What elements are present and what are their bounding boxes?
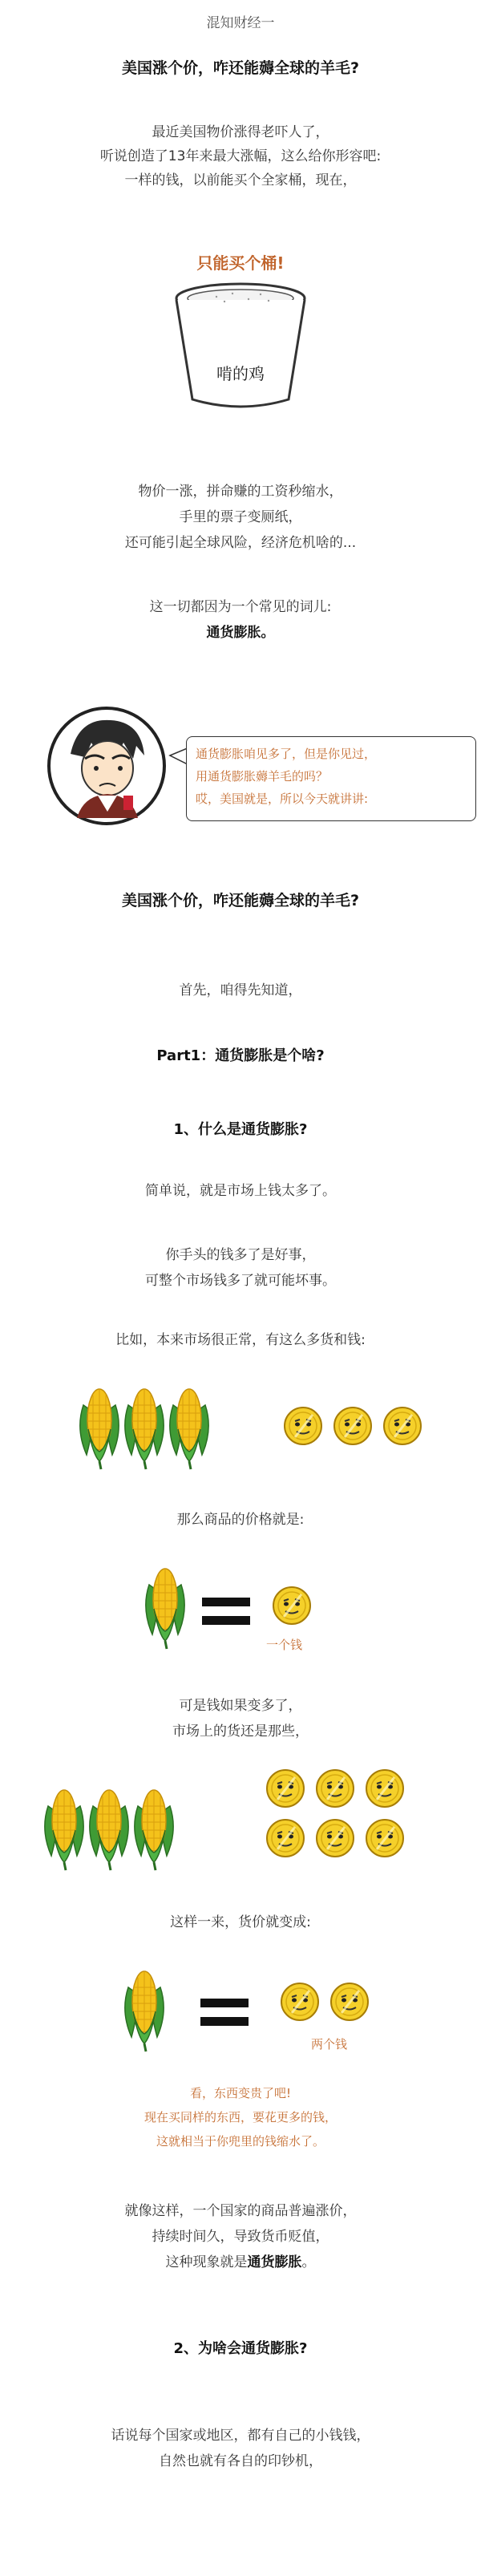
para3-line-1: 这一切都因为一个常见的词儿: (149, 599, 332, 615)
summary-term: 通货膨胀 (247, 2254, 302, 2270)
q1-line-3: 可整个市场钱多了就可能坏事。 (145, 1273, 336, 1289)
q1-line-1: 简单说，就是市场上钱太多了。 (145, 1183, 336, 1199)
coin-pair (281, 1983, 377, 2024)
corn-icon (45, 1790, 83, 1870)
coin-label-1: 一个钱 (266, 1638, 303, 1652)
q1-line-2: 你手头的钱多了是好事， (165, 1247, 316, 1263)
corn-group-3 (77, 1381, 253, 1477)
para2-line-3: 还可能引起全球风险，经济危机啥的... (124, 535, 357, 551)
coin-group-6 (266, 1769, 426, 1873)
corn-icon (135, 1790, 173, 1870)
coin-group-3 (284, 1407, 444, 1455)
para2-line-2: 手里的票子变厕纸， (179, 509, 302, 525)
q1-line-5: 那么商品的价格就是: (176, 1512, 305, 1528)
corn-icon (122, 1963, 170, 2060)
q2-line-1: 话说每个国家或地区，都有自己的小钱钱， (111, 2428, 370, 2444)
corn-icon (125, 1389, 164, 1469)
q1-line-6: 可是钱如果变多了， (179, 1698, 302, 1714)
avatar (46, 706, 167, 826)
intro-line-1: 最近美国物价涨得老吓人了， (152, 124, 329, 140)
bubble-line-2: 用通货膨胀薅羊毛的吗？ (196, 769, 329, 784)
coin-icon (317, 1770, 354, 1807)
coin-icon (334, 1407, 371, 1444)
part1-heading: Part1：通货膨胀是个啥? (156, 1047, 325, 1064)
q2-heading: 2、为啥会通货膨胀? (173, 2340, 308, 2357)
coin-icon (267, 1770, 304, 1807)
intro-line-3: 一样的钱，以前能买个全家桶，现在， (124, 172, 357, 188)
note-line-3: 这就相当于你兜里的钱缩水了。 (156, 2134, 325, 2149)
coin-icon (267, 1820, 304, 1857)
corn-icon (143, 1561, 191, 1657)
section-title: 美国涨个价，咋还能薅全球的羊毛? (121, 892, 360, 909)
intro-line-2: 听说创造了13年来最大涨幅，这么给你形容吧: (99, 148, 382, 164)
note-line-1: 看，东西变贵了吧! (189, 2086, 291, 2100)
page-title: 美国涨个价，咋还能薅全球的羊毛? (121, 59, 360, 77)
equals-icon (202, 1596, 253, 1628)
coin-icon (281, 1983, 318, 2020)
q1-heading: 1、什么是通货膨胀? (173, 1121, 308, 1138)
coin-icon (366, 1820, 403, 1857)
bucket-caption: 只能买个桶! (196, 253, 285, 273)
equals-icon (200, 1997, 252, 2029)
term-inflation: 通货膨胀。 (206, 625, 275, 641)
para2-line-1: 物价一涨，拼命赚的工资秒缩水， (138, 484, 343, 500)
summary-line-3 (0, 2250, 481, 2274)
coin-icon (273, 1586, 314, 1628)
q1-line-7: 市场上的货还是那些， (172, 1723, 309, 1740)
bubble-line-1: 通货膨胀咱见多了，但是你见过， (196, 747, 377, 761)
coin-label-2: 两个钱 (311, 2037, 348, 2051)
corn-group-3b (42, 1782, 218, 1878)
first-line: 首先，咱得先知道， (179, 982, 302, 998)
q1-line-4: 比如，本来市场很正常，有这么多货和钱: (115, 1332, 366, 1348)
brand-header: 混知财经一 (206, 15, 275, 31)
coin-icon (366, 1770, 403, 1807)
q1-line-8: 这样一来，货价就变成: (170, 1914, 311, 1930)
coin-icon (317, 1820, 354, 1857)
summary-line-2: 持续时间久，导致货币贬值， (152, 2229, 329, 2245)
coin-icon (384, 1407, 421, 1444)
corn-icon (80, 1389, 119, 1469)
corn-icon (170, 1389, 208, 1469)
bucket-illustration (168, 279, 313, 415)
q2-line-2: 自然也就有各自的印钞机， (159, 2453, 322, 2469)
summary-line-3-post: 。 (301, 2254, 316, 2270)
summary-line-3-pre: 这种现象就是 (165, 2254, 248, 2270)
bucket-label: 啃的鸡 (216, 364, 265, 383)
corn-icon (90, 1790, 128, 1870)
summary-line-1: 就像这样，一个国家的商品普遍涨价， (124, 2203, 357, 2219)
bubble-line-3: 哎，美国就是，所以今天就讲讲: (196, 792, 369, 806)
coin-icon (285, 1407, 321, 1444)
coin-icon (331, 1983, 368, 2020)
note-line-2: 现在买同样的东西，要花更多的钱， (143, 2110, 337, 2124)
